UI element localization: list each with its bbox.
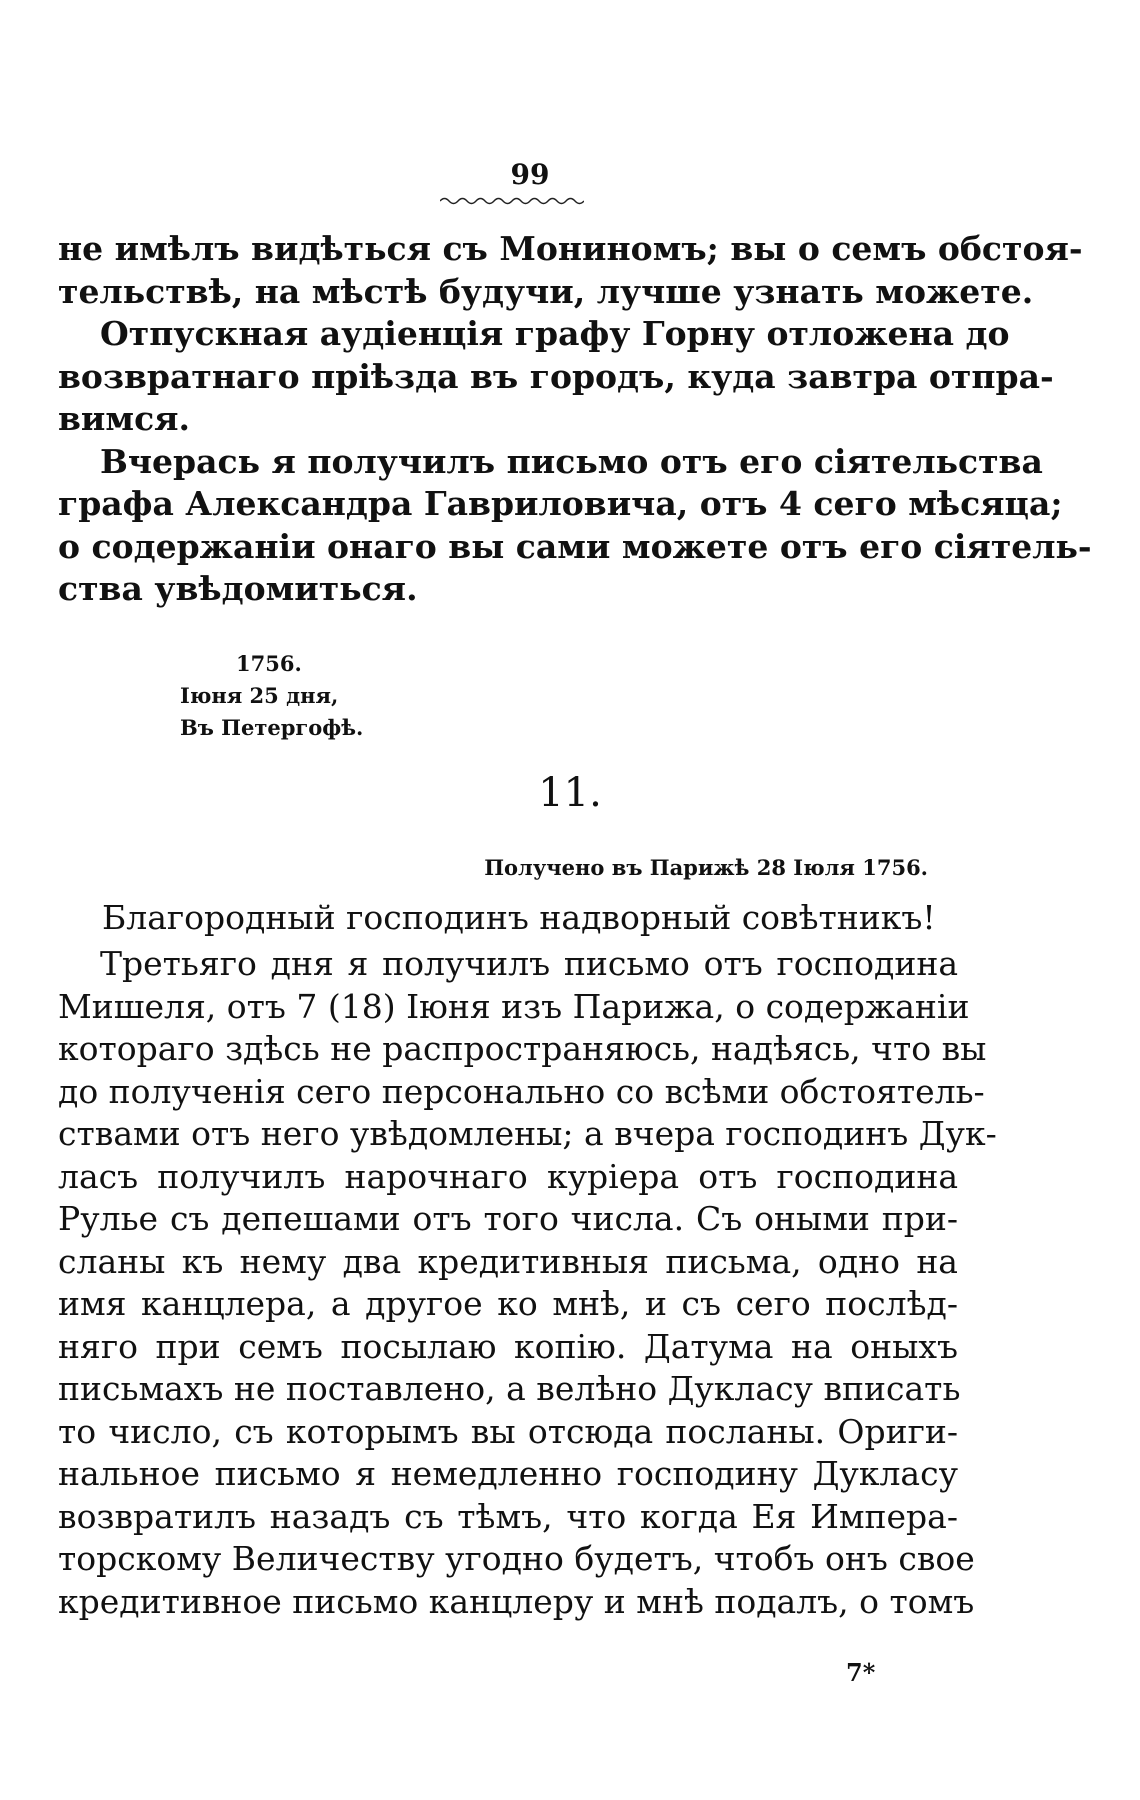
text-line: торскому Величеству угодно будетъ, чтобъ онъ свое: [58, 1539, 975, 1578]
wavy-rule-ornament: [440, 196, 584, 206]
text-line: котораго здѣсь не распространяюсь, надѣясь, что вы: [58, 1029, 987, 1068]
text-line: Третьяго дня я получилъ письмо отъ господина: [100, 944, 958, 983]
paragraph: [58, 943, 958, 986]
text-line: Вчерась я получилъ письмо отъ его сіятельства: [100, 441, 1043, 481]
text-line: до полученія сего персонально со всѣми обстоятель-: [58, 1071, 985, 1111]
salutation: Благородный господинъ надворный совѣтникъ!: [102, 898, 936, 937]
text-line: нальное письмо я немедленно господину Дукласу: [58, 1454, 958, 1493]
dateline: [180, 648, 363, 744]
letter-number: 11.: [538, 770, 602, 816]
paragraph-continuation: [58, 356, 1054, 441]
signature-mark: 7*: [846, 1658, 876, 1687]
text-line: ствами отъ него увѣдомлены; а вчера господинъ Дук-: [58, 1114, 997, 1153]
dateline-day: Іюня 25 дня,: [180, 683, 339, 708]
dateline-year: 1756.: [236, 651, 302, 676]
text-line: тельствѣ, на мѣстѣ будучи, лучше узнать можете.: [58, 271, 1034, 311]
dateline-place: Въ Петергофѣ.: [180, 715, 364, 740]
paragraph: [58, 313, 1010, 356]
text-line: имя канцлера, а другое ко мнѣ, и съ сего послѣд-: [58, 1284, 958, 1323]
text-line: Мишеля, отъ 7 (18) Іюня изъ Парижа, о содержаніи: [58, 986, 970, 1026]
received-note: Получено въ Парижѣ 28 Іюля 1756.: [484, 855, 928, 880]
text-line: не имѣлъ видѣться съ Мониномъ; вы о семъ обстоя-: [58, 229, 1083, 268]
text-line: о содержаніи онаго вы сами можете отъ его сіятель-: [58, 526, 1092, 566]
previous-letter-text: [58, 228, 1092, 611]
paragraph-continuation: [58, 986, 997, 1624]
text-line: Отпускная аудіенція графу Горну отложена до: [100, 314, 1010, 353]
text-line: няго при семъ посылаю копію. Датума на оныхъ: [58, 1326, 958, 1366]
text-line: возвратилъ назадъ съ тѣмъ, что когда Ея Импера-: [58, 1496, 958, 1536]
text-line: графа Александра Гавриловича, отъ 4 сего мѣсяца;: [58, 484, 1063, 523]
text-line: ласъ получилъ нарочнаго куріера отъ господина: [58, 1156, 958, 1196]
text-line: вимся.: [58, 399, 191, 438]
text-line: сланы къ нему два кредитивныя письма, одно на: [58, 1241, 958, 1281]
paragraph-continuation: [58, 483, 1092, 611]
text-line: кредитивное письмо канцлеру и мнѣ подалъ, о томъ: [58, 1581, 975, 1621]
letter-body: [58, 943, 997, 1623]
page-number: 99: [510, 158, 550, 191]
text-line: Рулье съ депешами отъ того числа. Съ оными при-: [58, 1199, 958, 1238]
text-line: ства увѣдомиться.: [58, 569, 418, 608]
text-line: письмахъ не поставлено, а велѣно Дукласу вписать: [58, 1369, 961, 1408]
text-line: возвратнаго пріѣзда въ городъ, куда завтра отпра-: [58, 356, 1054, 396]
paragraph: [58, 441, 1043, 484]
paragraph: [58, 228, 1083, 313]
text-line: то число, съ которымъ вы отсюда посланы. Ориги-: [58, 1411, 958, 1451]
